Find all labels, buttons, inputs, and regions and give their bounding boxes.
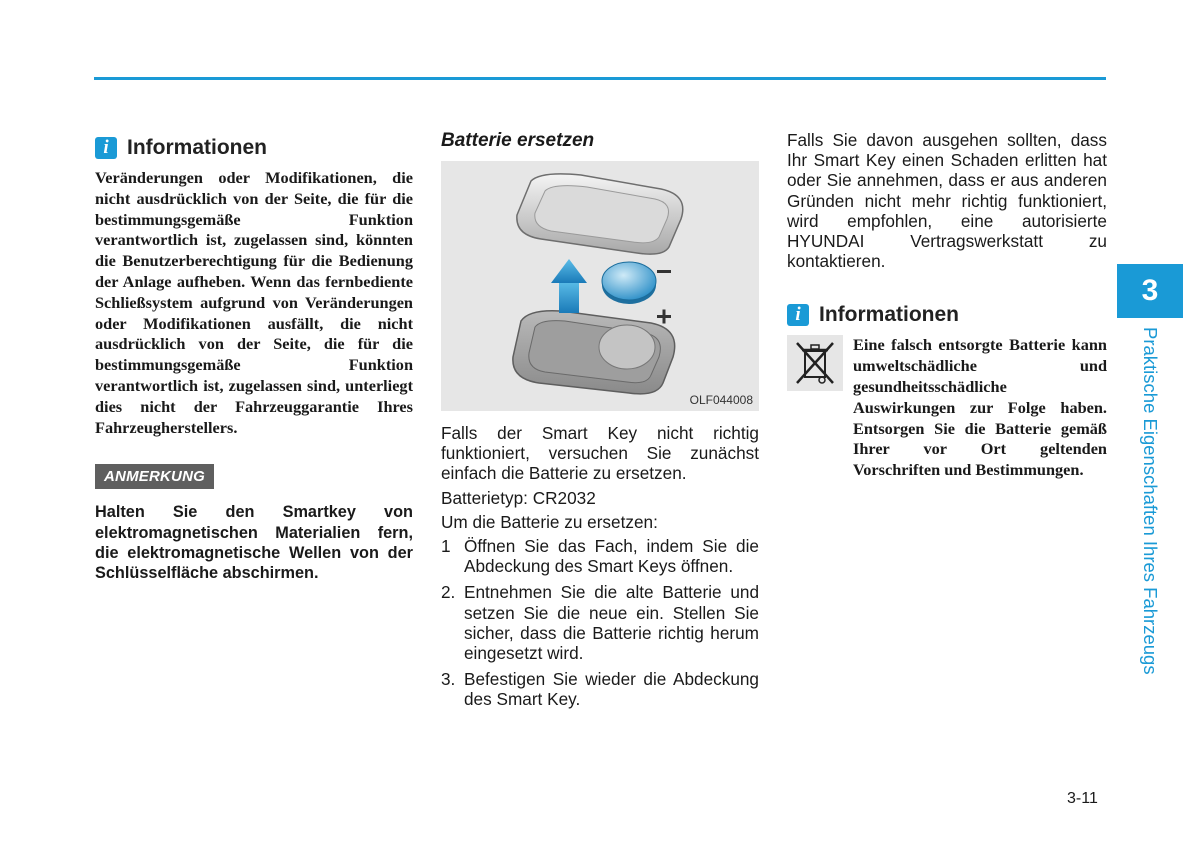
step-number: 3. xyxy=(441,669,456,690)
damage-text: Falls Sie davon ausgehen sollten, dass Ihr Smart Key einen Schaden erlitten hat oder Sie annehmen, dass er aus anderen Gründen nicht mehr richtig funktioniert, wird empfohlen, eine autorisierte HYUNDAI Vertragswerkstatt zu kontaktieren. xyxy=(787,130,1107,272)
chapter-title: Praktische Eigenschaften Ihres Fahrzeugs xyxy=(1140,327,1161,675)
info-icon: i xyxy=(787,304,809,326)
note-text: Halten Sie den Smartkey von elektromagnetischen Materialien fern, die elektromagnetische Wellen von der Schlüsselfläche abschirmen. xyxy=(95,503,413,582)
info-heading xyxy=(95,136,413,160)
steps-list xyxy=(441,536,759,710)
chapter-number: 3 xyxy=(1117,264,1183,318)
info-title: Informationen xyxy=(819,303,959,327)
smart-key-illustration xyxy=(441,161,759,411)
info-text: Veränderungen oder Modifikationen, die nicht ausdrücklich von der Seite, die für die bestimmungsgemäße Funktion verantwortlich ist, zugelassen sind, könnten die Benutzerberechtigung für die Bedienung der Anlage aufheben. Wenn das fernbediente Schließsystem aufgrund von Veränderungen oder Modifikationen ausfällt, die nicht ausdrücklich von der Seite, die für die bestimmungsgemäße Funktion verantwortlich ist, zugelassen sind, unterliegt dies nicht der Fahrzeuggarantie Ihres Fahrzeugherstellers. xyxy=(95,168,413,437)
left-column xyxy=(95,130,413,583)
battery-intro: Falls der Smart Key nicht richtig funktioniert, versuchen Sie zunächst einfach die Batterie zu ersetzen. xyxy=(441,423,759,484)
list-item xyxy=(441,536,759,576)
list-item xyxy=(441,669,759,709)
note-label: ANMERKUNG xyxy=(95,464,214,489)
disposal-note xyxy=(787,335,1107,481)
info-icon: i xyxy=(95,137,117,159)
info-title: Informationen xyxy=(127,136,267,159)
section-title: Batterie ersetzen xyxy=(441,130,595,151)
step-number: 1 xyxy=(441,536,451,557)
step-text: Entnehmen Sie die alte Batterie und setzen Sie die neue ein. Stellen Sie sicher, dass die Batterie richtig herum eingesetzt wird. xyxy=(464,582,759,664)
list-item xyxy=(441,582,759,663)
battery-type: Batterietyp: CR2032 xyxy=(441,487,596,508)
figure-code: OLF044008 xyxy=(689,393,753,407)
header-rule xyxy=(94,77,1106,80)
disposal-text: Eine falsch entsorgte Batterie kann umweltschädliche und gesundheitsschädliche Auswirkungen zur Folge haben. Entsorgen Sie die Batterie gemäß Ihrer vor Ort geltenden Vorschriften und Bestimmungen. xyxy=(853,335,1107,480)
info-heading xyxy=(787,303,1107,327)
battery-figure xyxy=(441,161,759,411)
steps-intro: Um die Batterie zu ersetzen: xyxy=(441,511,658,532)
step-number: 2. xyxy=(441,582,456,603)
middle-column xyxy=(441,130,759,716)
crossed-bin-icon xyxy=(787,335,843,391)
step-text: Öffnen Sie das Fach, indem Sie die Abdeckung des Smart Keys öffnen. xyxy=(464,536,759,577)
right-column xyxy=(787,130,1107,481)
page-number: 3-11 xyxy=(1067,790,1098,807)
step-text: Befestigen Sie wieder die Abdeckung des Smart Key. xyxy=(464,669,759,710)
